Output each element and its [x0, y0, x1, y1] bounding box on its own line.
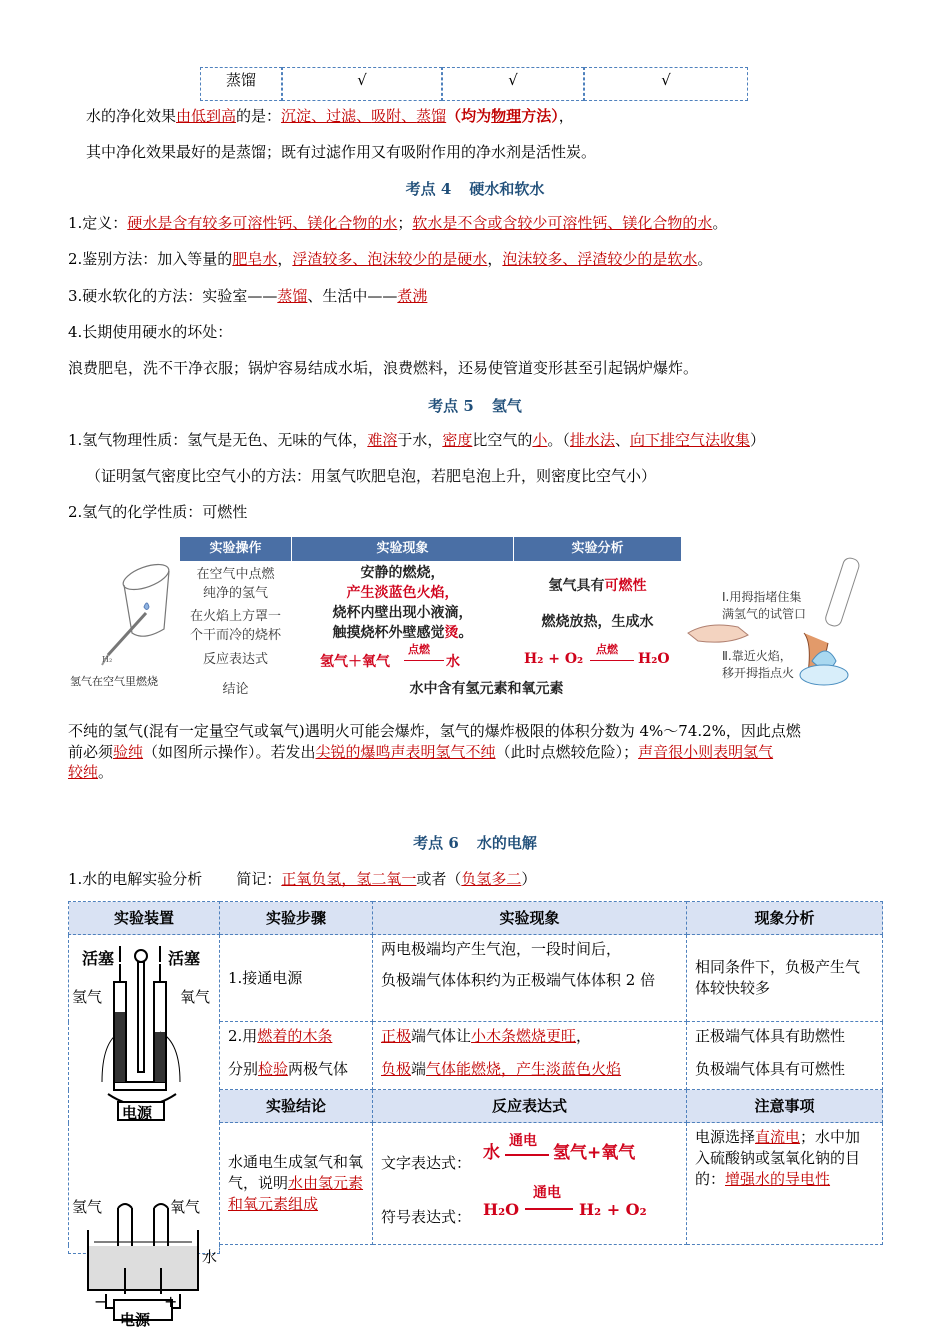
illustration-caption: 氢气在空气里燃烧 — [70, 675, 158, 688]
method-cell: 蒸馏 — [200, 67, 282, 101]
expression-cell: 文字表达式： 水 通电 氢气+氧气 符号表达式： H₂O 通电 H₂ + O₂ — [373, 1123, 687, 1245]
h2-physical: 1.氢气物理性质：氢气是无色、无味的气体，难溶于水，密度比空气的小。（排水法、向下排空气法收集） — [68, 431, 765, 449]
o2-tube-label: 氧气 — [180, 988, 211, 1006]
minus-label: − — [94, 1292, 108, 1311]
h2-label-bottom: 氢气 — [72, 1198, 103, 1216]
phen-test: 正极端气体让小木条燃烧更旺， 负极端气体能燃烧，产生淡蓝色火焰 — [373, 1022, 687, 1090]
conclusion: 水中含有氢元素和氧元素 — [409, 681, 564, 697]
col-notes: 注意事项 — [687, 1090, 883, 1123]
step-test: 2.用燃着的木条 分别检验两极气体 — [220, 1022, 373, 1090]
col-conclusion: 实验结论 — [220, 1090, 373, 1123]
hard-identify: 2.鉴别方法：加入等量的肥皂水，浮渣较多、泡沫较少的是硬水，泡沫较多、浮渣较少的是软水。 — [68, 250, 713, 268]
power-label: 电源 — [122, 1104, 153, 1122]
col-device: 实验装置 — [69, 902, 220, 935]
hofmann-apparatus — [72, 942, 218, 1122]
col-steps: 实验步骤 — [220, 902, 373, 935]
distillation-row — [200, 67, 748, 101]
spacer — [220, 1245, 373, 1254]
phen-bubbles: 两电极端均产生气泡，一段时间后， 负极端气体体积约为正极端气体体积 2 倍 — [373, 935, 687, 1022]
conclusion-cell: 水通电生成氢气和氧气，说明水由氢元素和氧元素组成 — [220, 1123, 373, 1245]
header-operation: 实验操作 — [180, 537, 291, 561]
purity-step-2: Ⅱ.靠近火焰， 移开拇指点火 — [722, 649, 795, 680]
purity-step-1: Ⅰ.用拇指堵住集 满氢气的试管口 — [722, 590, 807, 621]
impure-line-3: 较纯。 — [68, 763, 114, 781]
hard-harm-text: 浪费肥皂，洗不干净衣服；锅炉容易结成水垢，浪费燃料，还易使管道变形甚至引起锅炉爆炸。 — [68, 359, 699, 377]
valve-right-label: 活塞 — [168, 949, 201, 968]
hard-harm-title: 4.长期使用硬水的坏处： — [68, 323, 233, 341]
col-analysis: 现象分析 — [687, 902, 883, 935]
col-phenomenon: 实验现象 — [373, 902, 687, 935]
col-expression: 反应表达式 — [373, 1090, 687, 1123]
check-cell: √ — [584, 67, 748, 101]
analysis-negative: 相同条件下，负极产生气体较快较多 — [687, 935, 883, 1022]
section-heading-4: 考点 4 硬水和软水 — [405, 180, 545, 198]
purify-best: 其中净化效果最好的是蒸馏；既有过滤作用又有吸附作用的净水剂是活性炭。 — [86, 143, 597, 161]
h2-chemical: 2.氢气的化学性质：可燃性 — [68, 503, 248, 521]
valve-left-label: 活塞 — [82, 949, 115, 968]
h2-proof: （证明氢气密度比空气小的方法：用氢气吹肥皂泡，若肥皂泡上升，则密度比空气小） — [86, 467, 657, 485]
symbol-equation: H₂ + O₂ 点燃 H₂O — [524, 643, 670, 667]
op-expression: 反应表达式 — [202, 652, 268, 667]
h2-tube-label: 氢气 — [72, 988, 103, 1006]
hard-definition: 1.定义：硬水是含有较多可溶性钙、镁化合物的水；软水是不含或含较少可溶性钙、镁化合物的水。 — [68, 214, 728, 232]
spacer — [687, 1245, 883, 1254]
op-beaker: 在火焰上方罩一 个干而冷的烧杯 — [189, 609, 281, 643]
spacer — [373, 1245, 687, 1254]
purify-order: 水的净化效果由低到高的是：沉淀、过滤、吸附、蒸馏（均为物理方法）， — [86, 107, 574, 125]
hard-soften: 3.硬水软化的方法：实验室——蒸馏、生活中——煮沸 — [68, 287, 428, 305]
check-cell: √ — [442, 67, 584, 101]
analysis-flammable: 氢气具有可燃性 — [548, 578, 647, 594]
notes-cell: 电源选择直流电；水中加入硫酸钠或氢氧化钠的目的：增强水的导电性 — [687, 1123, 883, 1245]
o2-label-bottom: 氧气 — [170, 1198, 201, 1216]
step-power: 1.接通电源 — [220, 935, 373, 1022]
header-phenomenon: 实验现象 — [292, 537, 513, 561]
plus-label: + — [164, 1292, 178, 1311]
impure-line-2: 前必须验纯（如图所示操作）。若发出尖锐的爆鸣声表明氢气不纯（此时点燃较危险）；声音很小则表明氢气 — [68, 743, 774, 761]
analysis-heat: 燃烧放热，生成水 — [541, 614, 654, 630]
electrolysis-summary: 1.水的电解实验分析 简记：正氧负氢，氢二氧一或者（负氢多二） — [68, 870, 537, 888]
water-label: 水 — [202, 1248, 218, 1266]
word-equation: 氢气＋氧气 点燃 水 — [320, 643, 460, 670]
op-conclusion: 结论 — [222, 682, 249, 697]
check-cell: √ — [282, 67, 442, 101]
hydrogen-combustion-table — [180, 537, 681, 703]
power-label-bottom: 电源 — [120, 1311, 151, 1329]
section-heading-5: 考点 5 氢气 — [428, 397, 522, 415]
h2-label: H₂ — [102, 655, 113, 664]
analysis-test: 正极端气体具有助燃性 负极端气体具有可燃性 — [687, 1022, 883, 1090]
op-ignite: 在空气中点燃 纯净的氢气 — [196, 567, 275, 601]
impure-line-1: 不纯的氢气(混有一定量空气或氧气)遇明火可能会爆炸，氢气的爆炸极限的体积分数为 4%～74.2%，因此点燃 — [68, 722, 801, 740]
burning-hydrogen-illustration — [66, 545, 180, 693]
section-heading-6: 考点 6 水的电解 — [413, 834, 537, 852]
header-analysis: 实验分析 — [514, 537, 681, 561]
phenomena: 安静的燃烧， 产生淡蓝色火焰， 烧杯内壁出现小液滴， 触摸烧杯外壁感觉烫。 — [332, 565, 473, 641]
